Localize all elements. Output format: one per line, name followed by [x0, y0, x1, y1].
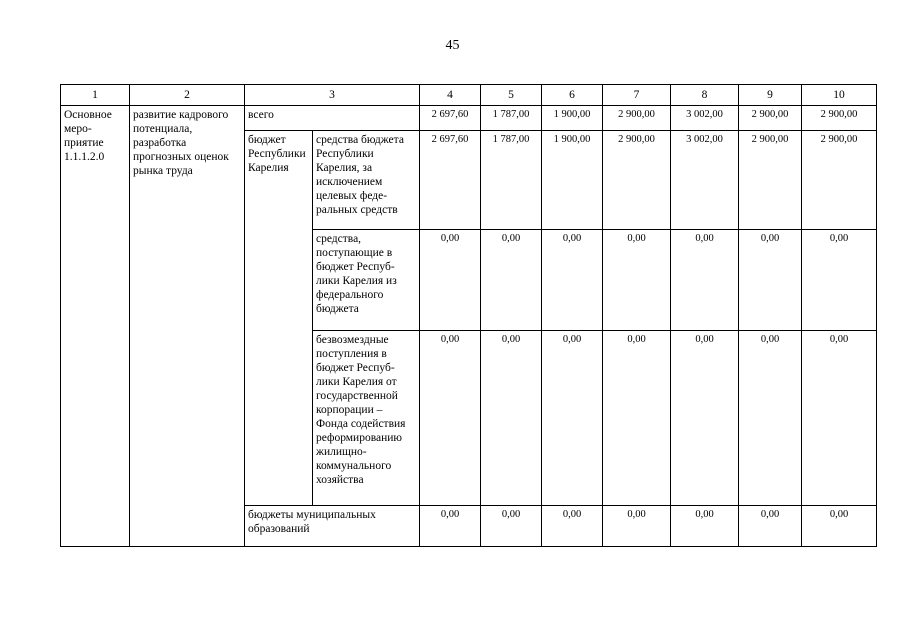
page-number: 45 [445, 38, 460, 53]
value-cell: 0,00 [671, 506, 739, 547]
header-cell-1: 1 [61, 85, 130, 106]
header-cell-6: 6 [542, 85, 603, 106]
value-cell: 2 900,00 [739, 131, 802, 230]
value-cell: 0,00 [671, 230, 739, 331]
value-cell: 1 900,00 [542, 106, 603, 131]
budget-group-label: бюджет Республики Карелия [245, 131, 313, 506]
row-label-regional-funds: средства бюджета Республики Карелия, за исключением целевых феде-ральных средств [313, 131, 420, 230]
header-cell-10: 10 [802, 85, 877, 106]
header-cell-3: 3 [245, 85, 420, 106]
value-cell: 0,00 [542, 506, 603, 547]
value-cell: 0,00 [802, 230, 877, 331]
value-cell: 0,00 [603, 331, 671, 506]
value-cell: 2 697,60 [420, 131, 481, 230]
budget-table [60, 84, 877, 547]
header-cell-2: 2 [130, 85, 245, 106]
value-cell: 0,00 [481, 230, 542, 331]
row-label-municipal-budgets: бюджеты муниципальных образований [245, 506, 420, 547]
value-cell: 3 002,00 [671, 131, 739, 230]
value-cell: 0,00 [603, 506, 671, 547]
activity-name: развитие кадрового потенциала, разработка прогнозных оценок рынка труда [130, 106, 245, 547]
value-cell: 2 900,00 [802, 131, 877, 230]
header-cell-4: 4 [420, 85, 481, 106]
value-cell: 0,00 [481, 506, 542, 547]
value-cell: 0,00 [542, 230, 603, 331]
value-cell: 2 697,60 [420, 106, 481, 131]
header-cell-7: 7 [603, 85, 671, 106]
header-row [61, 85, 877, 106]
value-cell: 0,00 [420, 230, 481, 331]
value-cell: 0,00 [542, 331, 603, 506]
value-cell: 2 900,00 [802, 106, 877, 131]
header-cell-8: 8 [671, 85, 739, 106]
value-cell: 2 900,00 [739, 106, 802, 131]
value-cell: 0,00 [739, 230, 802, 331]
value-cell: 2 900,00 [603, 131, 671, 230]
value-cell: 1 787,00 [481, 106, 542, 131]
value-cell: 0,00 [671, 331, 739, 506]
row-label-gratuitous-receipts: безвозмездные поступления в бюджет Респуб-лики Карелия от государственной корпорации – Фонда содействия реформированию жилищно-коммунального хозяйства [313, 331, 420, 506]
header-cell-9: 9 [739, 85, 802, 106]
row-label-total: всего [245, 106, 420, 131]
activity-code: Основное меро-приятие 1.1.1.2.0 [61, 106, 130, 547]
value-cell: 1 900,00 [542, 131, 603, 230]
value-cell: 3 002,00 [671, 106, 739, 131]
table-row [61, 106, 877, 131]
row-label-federal-funds: средства, поступающие в бюджет Респуб-лики Карелия из федерального бюджета [313, 230, 420, 331]
value-cell: 0,00 [739, 331, 802, 506]
value-cell: 0,00 [802, 506, 877, 547]
header-cell-5: 5 [481, 85, 542, 106]
value-cell: 0,00 [420, 331, 481, 506]
value-cell: 2 900,00 [603, 106, 671, 131]
value-cell: 0,00 [739, 506, 802, 547]
value-cell: 0,00 [603, 230, 671, 331]
value-cell: 1 787,00 [481, 131, 542, 230]
value-cell: 0,00 [481, 331, 542, 506]
value-cell: 0,00 [802, 331, 877, 506]
value-cell: 0,00 [420, 506, 481, 547]
